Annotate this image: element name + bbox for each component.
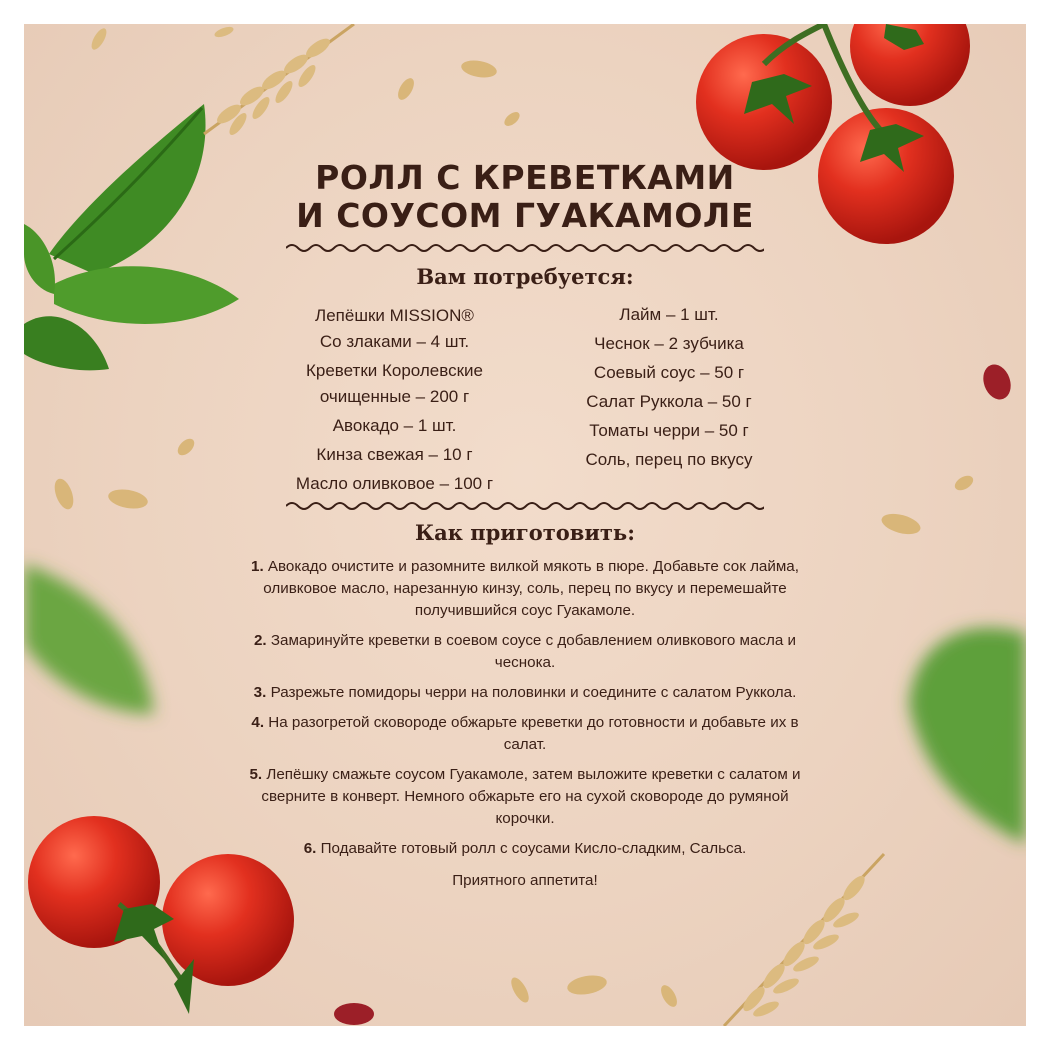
step-item	[244, 556, 806, 622]
recipe-title-line1: РОЛЛ С КРЕВЕТКАМИ	[315, 158, 735, 197]
step-item	[244, 764, 806, 830]
ingredient-item: Соевый соус – 50 г	[593, 363, 745, 382]
ingredient-item: Томаты черри – 50 г	[589, 421, 749, 440]
step-number: 4.	[251, 714, 265, 731]
ingredient-item: Чеснок – 2 зубчика	[594, 334, 744, 353]
wavy-divider	[286, 242, 764, 254]
recipe-card	[24, 24, 1026, 1026]
ingredient-item: Соль, перец по вкусу	[585, 450, 753, 469]
ingredients-list-right	[564, 302, 774, 476]
steps-heading: Как приготовить:	[415, 520, 635, 545]
recipe-title-line2: И СОУСОМ ГУАКАМОЛЕ	[296, 196, 754, 235]
step-number: 1.	[251, 558, 264, 575]
ingredient-item: Креветки Королевские	[306, 361, 483, 380]
step-number: 3.	[253, 684, 267, 701]
step-number: 6.	[303, 840, 317, 857]
step-text: На разогретой сковороде обжарьте креветки до готовности и добавьте их в салат.	[268, 714, 799, 753]
closing-text: Приятного аппетита!	[452, 872, 598, 889]
ingredients-heading: Вам потребуется:	[416, 264, 634, 289]
step-text: Авокадо очистите и разомните вилкой мякоть в пюре. Добавьте сок лайма, оливковое масло, нарезанную кинзу, соль, перец по вкусу и перемешайте получившийся соус Гуакамоле.	[263, 558, 799, 619]
ingredient-item: очищенные – 200 г	[319, 387, 470, 406]
ingredient-item: Кинза свежая – 10 г	[316, 445, 473, 464]
step-item	[244, 712, 806, 756]
steps-list	[244, 556, 806, 892]
wavy-divider	[286, 500, 764, 512]
ingredient-item: Лепёшки MISSION®	[315, 306, 474, 325]
step-text: Лепёшку смажьте соусом Гуакамоле, затем выложите креветки с салатом и сверните в конверт. Немного обжарьте его на сухой сковороде до румяной корочки.	[261, 766, 801, 827]
recipe-content	[24, 24, 1026, 1026]
step-text: Подавайте готовый ролл с соусами Кисло-сладким, Сальса.	[320, 840, 747, 857]
step-number: 5.	[249, 766, 263, 783]
ingredients-list-left	[272, 303, 517, 500]
step-text: Замаринуйте креветки в соевом соусе с добавлением оливкового масла и чеснока.	[270, 632, 797, 671]
step-text: Разрежьте помидоры черри на половинки и соедините с салатом Руккола.	[270, 684, 797, 701]
step-item	[244, 682, 806, 704]
step-item	[244, 630, 806, 674]
step-item	[244, 838, 806, 860]
step-number: 2.	[253, 632, 267, 649]
ingredient-item: Масло оливковое – 100 г	[295, 474, 494, 493]
ingredient-item: Со злаками – 4 шт.	[319, 332, 470, 351]
ingredient-item: Авокадо – 1 шт.	[332, 416, 457, 435]
ingredient-item: Лайм – 1 шт.	[619, 305, 719, 324]
ingredient-item: Салат Руккола – 50 г	[586, 392, 752, 411]
